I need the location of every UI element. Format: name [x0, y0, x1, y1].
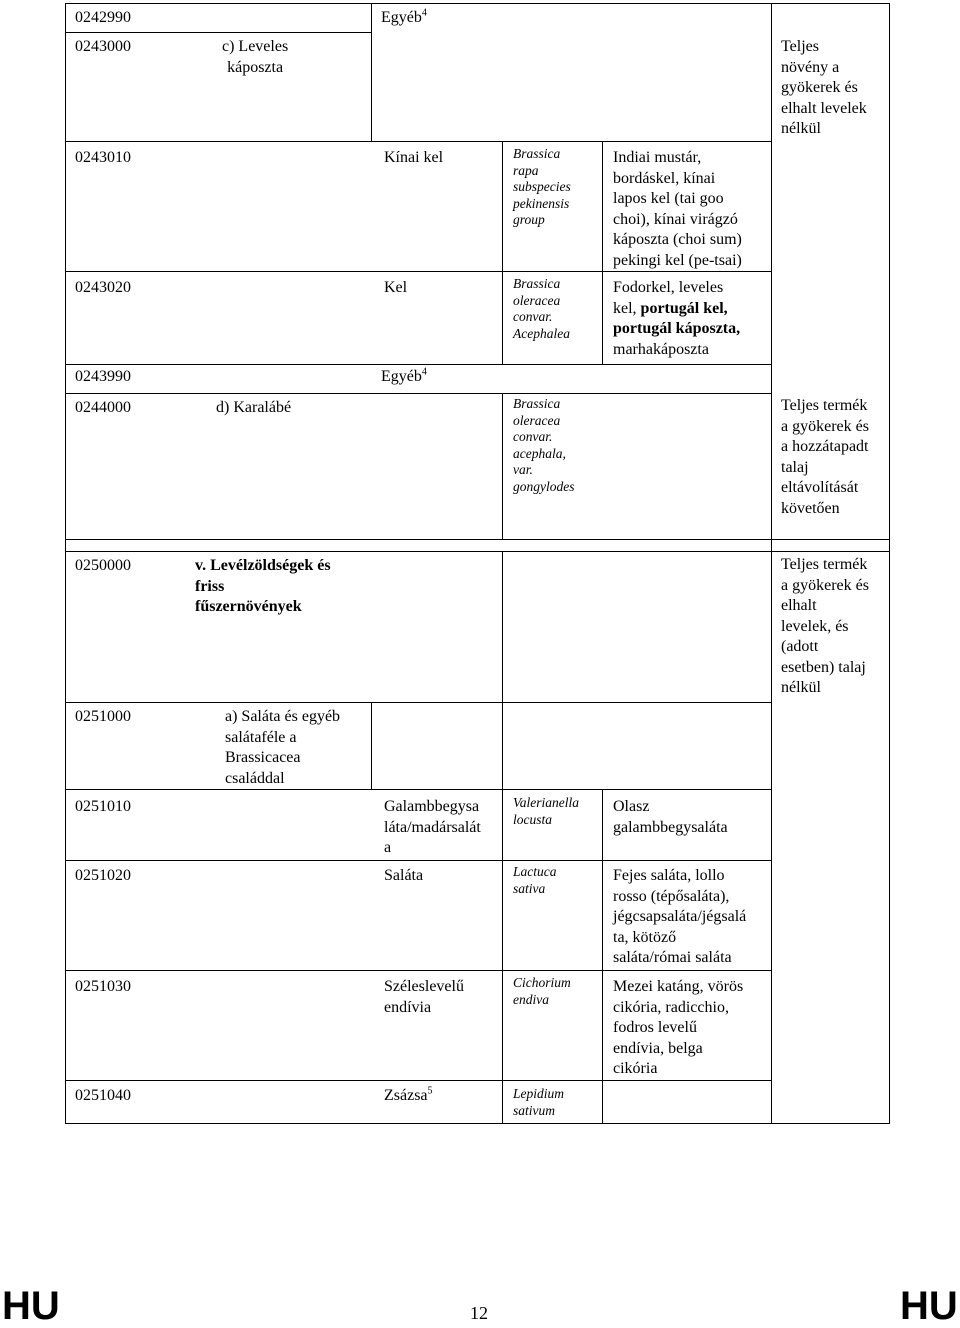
row-code: 0251010 [75, 798, 131, 815]
latin-name: Lepidium sativum [513, 1086, 565, 1118]
table-border-right [889, 3, 890, 1124]
latin-name: Brassica rapa subspecies pekinensis group [513, 146, 571, 227]
footer-country-code-left: HU [2, 1284, 60, 1328]
row-label [381, 8, 427, 29]
latin-name: Brassica oleracea convar. Acephalea [513, 276, 570, 341]
row-code: 0243990 [75, 368, 131, 385]
row-label: Kel [384, 279, 408, 296]
table-border-left [65, 3, 66, 1124]
row-divider [65, 860, 772, 861]
column-divider [502, 141, 503, 364]
row-label: d) Karalábé [216, 399, 292, 416]
row-divider [65, 1080, 772, 1081]
row-code: 0243010 [75, 149, 131, 166]
table-border-top [65, 3, 890, 4]
row-divider [65, 551, 890, 552]
row-code: 0251030 [75, 978, 131, 995]
row-divider [65, 702, 772, 703]
latin-name: Lactuca sativa [513, 864, 557, 896]
row-code: 0251000 [75, 708, 131, 725]
row-code: 0243020 [75, 279, 131, 296]
common-names-part: Fodorkel, leveles kel, [613, 279, 724, 317]
row-label-text: Egyéb [381, 368, 422, 385]
row-label: c) Leveles káposzta [222, 38, 289, 76]
column-divider [602, 141, 603, 364]
footnote-ref: 4 [421, 7, 427, 19]
row-label: Saláta [384, 867, 424, 884]
row-divider [65, 970, 772, 971]
row-divider [65, 789, 772, 790]
row-note: Teljes termék a gyökerek és elhalt levelek, és (adott esetben) talaj nélkül [781, 556, 869, 696]
row-code: 0250000 [75, 557, 131, 574]
row-label: Széleslevelű endívia [384, 978, 464, 1016]
footnote-ref: 5 [427, 1085, 433, 1097]
column-divider [602, 789, 603, 1124]
row-divider [65, 32, 372, 33]
table-border-bottom [65, 1123, 890, 1124]
row-label-text: Egyéb [381, 9, 422, 26]
latin-name: Valerianella locusta [513, 795, 579, 827]
common-names-bold: portugál kel, portugál káposzta, [613, 299, 741, 337]
row-code: 0244000 [75, 399, 131, 416]
row-note: Teljes növény a gyökerek és elhalt levelek nélkül [781, 38, 867, 137]
row-code: 0242990 [75, 9, 131, 26]
common-names [613, 278, 740, 360]
page-number: 12 [470, 1303, 488, 1323]
common-names: Fejes saláta, lollo rosso (tépősaláta), jégcsapsaláta/jégsalá ta, kötöző saláta/római saláta [613, 867, 747, 966]
row-divider [65, 141, 772, 142]
row-label: Kínai kel [384, 149, 444, 166]
footnote-ref: 4 [421, 366, 427, 378]
footer-country-code-right: HU [900, 1284, 958, 1328]
row-divider [65, 393, 772, 394]
row-label [381, 367, 427, 388]
column-divider [371, 702, 372, 789]
column-divider [771, 3, 772, 1124]
row-label [384, 1086, 433, 1107]
column-divider [371, 3, 372, 141]
row-divider [65, 271, 772, 272]
row-label-text: Zsázsa [384, 1087, 428, 1104]
row-note: Teljes termék a gyökerek és a hozzátapadt talaj eltávolítását követően [781, 397, 869, 517]
common-names: Mezei katáng, vörös cikória, radicchio, fodros levelű endívia, belga cikória [613, 978, 744, 1077]
row-label: Galambbegysa láta/madársalát a [384, 798, 481, 856]
row-label: v. Levélzöldségek és friss fűszernövények [195, 557, 331, 615]
row-code: 0251020 [75, 867, 131, 884]
latin-name: Cichorium endiva [513, 975, 571, 1007]
row-code: 0251040 [75, 1087, 131, 1104]
common-names: Indiai mustár, bordáskel, kínai lapos kel (tai goo choi), kínai virágzó káposzta (choi sum) pekingi kel (pe-tsai) [613, 149, 742, 269]
row-divider [65, 364, 772, 365]
column-divider [502, 551, 503, 1124]
column-divider [502, 393, 503, 539]
row-label: a) Saláta és egyéb salátaféle a Brassicacea családdal [225, 708, 341, 787]
row-divider [65, 539, 890, 540]
common-names: Olasz galambbegysaláta [613, 798, 728, 836]
common-names-part: marhakáposzta [613, 340, 709, 358]
row-code: 0243000 [75, 38, 131, 55]
latin-name: Brassica oleracea convar. acephala, var. gongylodes [513, 396, 575, 494]
